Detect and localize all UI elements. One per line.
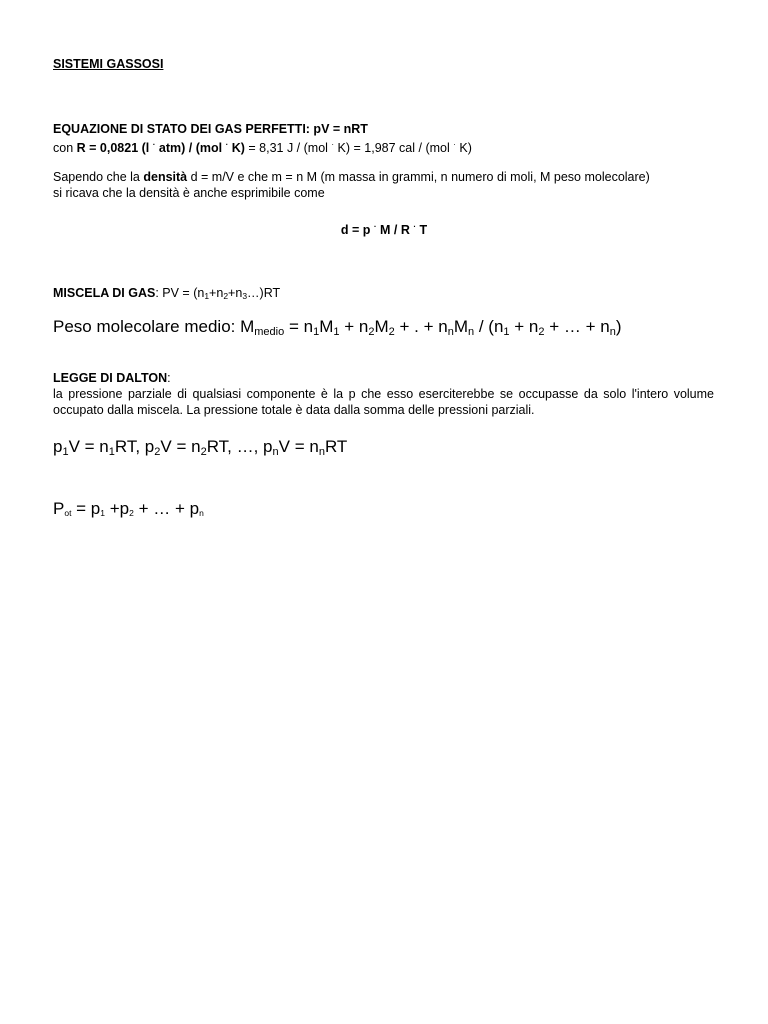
density-line-2: si ricava che la densità è anche esprimibile come xyxy=(53,186,325,200)
subscript-medio: medio xyxy=(254,326,285,338)
avg-mass-j: + … + n xyxy=(544,317,610,336)
mixture-eq-a: : PV = (n xyxy=(155,286,205,300)
r-joule-text: = 8,31 J / (mol xyxy=(244,141,332,155)
state-equation-heading xyxy=(53,121,368,137)
total-pressure-formula xyxy=(53,498,204,524)
r-unit-k-text: K) xyxy=(228,141,245,155)
subscript: 1 xyxy=(503,326,510,338)
subscript: 2 xyxy=(368,326,375,338)
dot-operator: · xyxy=(152,140,156,149)
avg-mass-a: Peso molecolare medio: M xyxy=(53,317,255,336)
partial-a: p xyxy=(53,437,63,456)
dot-operator: · xyxy=(373,222,377,231)
subscript: n xyxy=(609,326,616,338)
r-unit-atm-text: atm) / (mol xyxy=(155,141,226,155)
subscript: 1 xyxy=(62,446,69,458)
con-text: con xyxy=(53,141,77,155)
dot-operator: · xyxy=(225,140,229,149)
avg-mass-i: + n xyxy=(509,317,539,336)
avg-mass-f: + . + n xyxy=(394,317,448,336)
density-formula-b: M / R xyxy=(376,223,414,237)
subscript: 2 xyxy=(538,326,545,338)
partial-pressures-formula xyxy=(53,436,347,463)
partial-e: RT, …, p xyxy=(206,437,273,456)
subscript: 3 xyxy=(242,291,248,301)
gas-constant-line xyxy=(53,137,472,156)
subscript: 2 xyxy=(200,446,207,458)
subscript: 1 xyxy=(108,446,115,458)
gas-mixture-label: MISCELA DI GAS xyxy=(53,286,156,300)
density-intro-a: Sapendo che la xyxy=(53,170,144,184)
gas-mixture-line xyxy=(53,285,280,304)
dalton-heading xyxy=(53,370,171,386)
dot-operator: · xyxy=(453,140,456,149)
mixture-eq-d: …)RT xyxy=(247,286,281,300)
density-intro-line xyxy=(53,169,650,185)
dot-operator: · xyxy=(331,140,335,149)
r-cal-unit-text: K) xyxy=(455,141,472,155)
dalton-paragraph: la pressione parziale di qualsiasi componente è la p che esso eserciterebbe se occupasse da solo l'intero volume occupato dalla miscela. La pressione totale è data dalla somma delle pressioni parziali. xyxy=(53,387,714,417)
subscript: 2 xyxy=(223,291,229,301)
subscript: 1 xyxy=(100,508,106,518)
avg-mass-e: M xyxy=(374,317,389,336)
state-equation-heading-text: EQUAZIONE DI STATO DEI GAS PERFETTI: pV = nRT xyxy=(53,122,368,136)
partial-g: RT xyxy=(324,437,348,456)
subscript: 1 xyxy=(204,291,210,301)
partial-f: V = n xyxy=(278,437,319,456)
mixture-eq-b: +n xyxy=(209,286,224,300)
density-intro-b: d = m/V e che m = n M (m massa in grammi, n numero di moli, M peso molecolare) xyxy=(187,170,650,184)
dalton-label: LEGGE DI DALTON xyxy=(53,371,168,385)
dalton-colon: : xyxy=(167,371,171,385)
subscript: n xyxy=(318,446,325,458)
density-formula-a: d = p xyxy=(340,223,374,237)
total-c: +p xyxy=(105,499,130,518)
avg-mass-d: + n xyxy=(339,317,369,336)
avg-mass-k: ) xyxy=(615,317,622,336)
partial-c: RT, p xyxy=(114,437,155,456)
avg-mass-b: = n xyxy=(284,317,314,336)
r-value-text: R = 0,0821 (l xyxy=(76,141,153,155)
subscript-tot: ot xyxy=(64,508,72,518)
density-formula-c: T xyxy=(416,223,428,237)
partial-b: V = n xyxy=(68,437,109,456)
subscript: n xyxy=(468,326,475,338)
subscript: n xyxy=(272,446,279,458)
subscript: 2 xyxy=(154,446,161,458)
density-formula xyxy=(0,219,768,238)
subscript: 2 xyxy=(388,326,395,338)
partial-d: V = n xyxy=(160,437,201,456)
subscript: 1 xyxy=(313,326,320,338)
dot-operator: · xyxy=(413,222,417,231)
mixture-eq-c: +n xyxy=(228,286,243,300)
document-title: SISTEMI GASSOSI xyxy=(53,57,164,71)
density-bold-word: densità xyxy=(143,170,188,184)
avg-mass-g: M xyxy=(453,317,468,336)
subscript: n xyxy=(447,326,454,338)
subscript: n xyxy=(199,508,204,518)
total-d: + … + p xyxy=(133,499,200,518)
average-molecular-mass-formula xyxy=(53,316,622,343)
total-a: P xyxy=(53,499,65,518)
total-b: = p xyxy=(71,499,101,518)
subscript: 2 xyxy=(129,508,134,518)
r-cal-text: K) = 1,987 cal / (mol xyxy=(334,141,454,155)
avg-mass-c: M xyxy=(319,317,334,336)
avg-mass-h: / (n xyxy=(474,317,504,336)
subscript: 1 xyxy=(333,326,340,338)
